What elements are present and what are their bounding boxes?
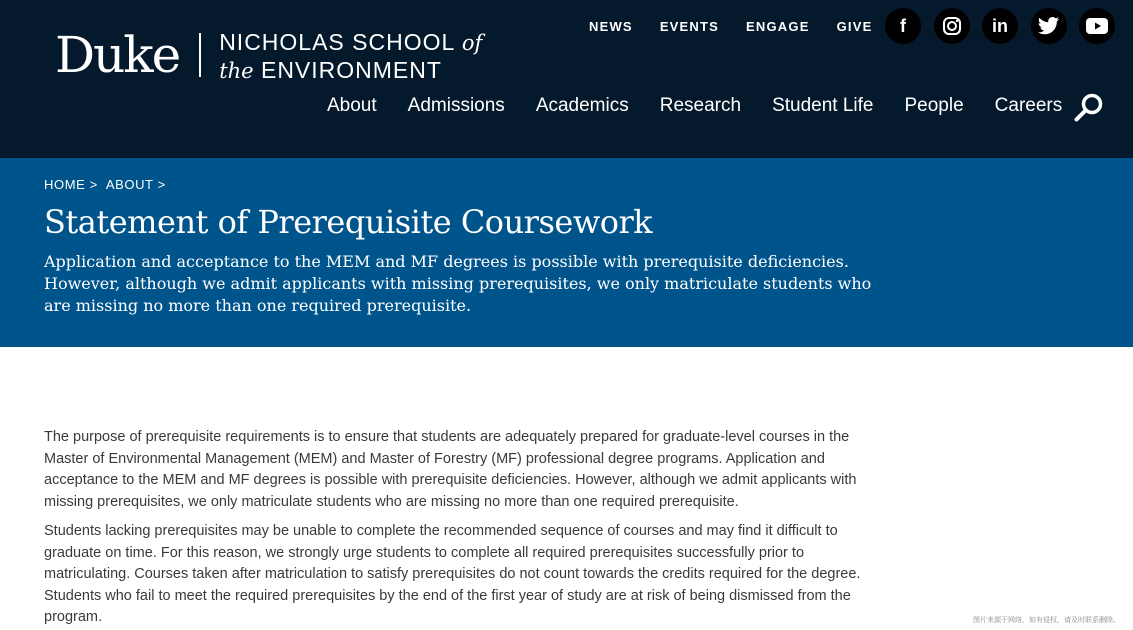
body-paragraph-2: Students lacking prerequisites may be unable to complete the recommended sequence of courses and may find it difficult to graduate on time. For this reason, we strongly urge students to complete all required prerequisites successfully prior to matriculating. Courses taken after matriculation to satisfy prerequisites do not count towards the credits required for the degree. Students who fail to meet the required prerequisites by the end of the first year of study are at risk of being dismissed from the program.	[44, 523, 861, 625]
logo-divider	[199, 33, 201, 77]
nav-academics[interactable]: Academics	[535, 95, 629, 116]
nav-people[interactable]: People	[904, 95, 964, 116]
school-name-line1: NICHOLAS SCHOOL	[219, 29, 455, 55]
school-name-line2: ENVIRONMENT	[260, 57, 442, 83]
page-title: Statement of Prerequisite Coursework	[44, 203, 653, 241]
youtube-icon[interactable]	[1079, 8, 1115, 44]
utility-nav	[589, 19, 899, 35]
nav-about[interactable]: About	[327, 95, 377, 116]
breadcrumb	[44, 177, 174, 192]
nav-careers[interactable]: Careers	[994, 95, 1063, 116]
nav-admissions[interactable]: Admissions	[407, 95, 505, 116]
body-paragraph-1: The purpose of prerequisite requirements is to ensure that students are adequately prepared for graduate-level courses in the Master of Environmental Management (MEM) and Master of Forestry (MF) professional degree programs. Application and acceptance to the MEM and MF degrees is possible with prerequisite deficiencies. However, although we admit applicants with missing prerequisites, we only matriculate students who are missing no more than one required prerequisite.	[44, 429, 857, 510]
duke-wordmark: Duke	[55, 26, 180, 84]
breadcrumb-about[interactable]: ABOUT >	[105, 177, 166, 192]
util-give-link[interactable]: GIVE	[836, 19, 873, 34]
util-news-link[interactable]: NEWS	[589, 19, 633, 34]
breadcrumb-home[interactable]: HOME >	[44, 177, 98, 192]
school-name	[219, 29, 482, 85]
nav-student-life[interactable]: Student Life	[772, 95, 874, 116]
school-name-the: the	[219, 59, 254, 83]
instagram-icon[interactable]	[934, 8, 970, 44]
twitter-icon[interactable]	[1031, 8, 1067, 44]
nav-research[interactable]: Research	[659, 95, 742, 116]
watermark-text: 图片来源于网络，如有侵权，请及时联系删除。	[973, 616, 1120, 624]
page-banner	[0, 158, 1133, 347]
facebook-icon[interactable]: f	[885, 8, 921, 44]
linkedin-icon[interactable]: in	[982, 8, 1018, 44]
school-name-of: of	[461, 31, 483, 55]
social-links	[885, 8, 1128, 44]
lead-paragraph: Application and acceptance to the MEM and MF degrees is possible with prerequisite deficiencies. However, although we admit applicants with missing prerequisites, we only matriculate students who are missing no more than one required prerequisite.	[44, 252, 872, 315]
util-events-link[interactable]: EVENTS	[659, 19, 720, 34]
duke-nicholas-logo[interactable]	[55, 28, 482, 85]
site-header	[0, 0, 1133, 158]
search-icon[interactable]	[1073, 92, 1105, 124]
main-content	[44, 427, 894, 630]
main-nav	[327, 94, 1093, 118]
util-engage-link[interactable]: ENGAGE	[746, 19, 810, 34]
